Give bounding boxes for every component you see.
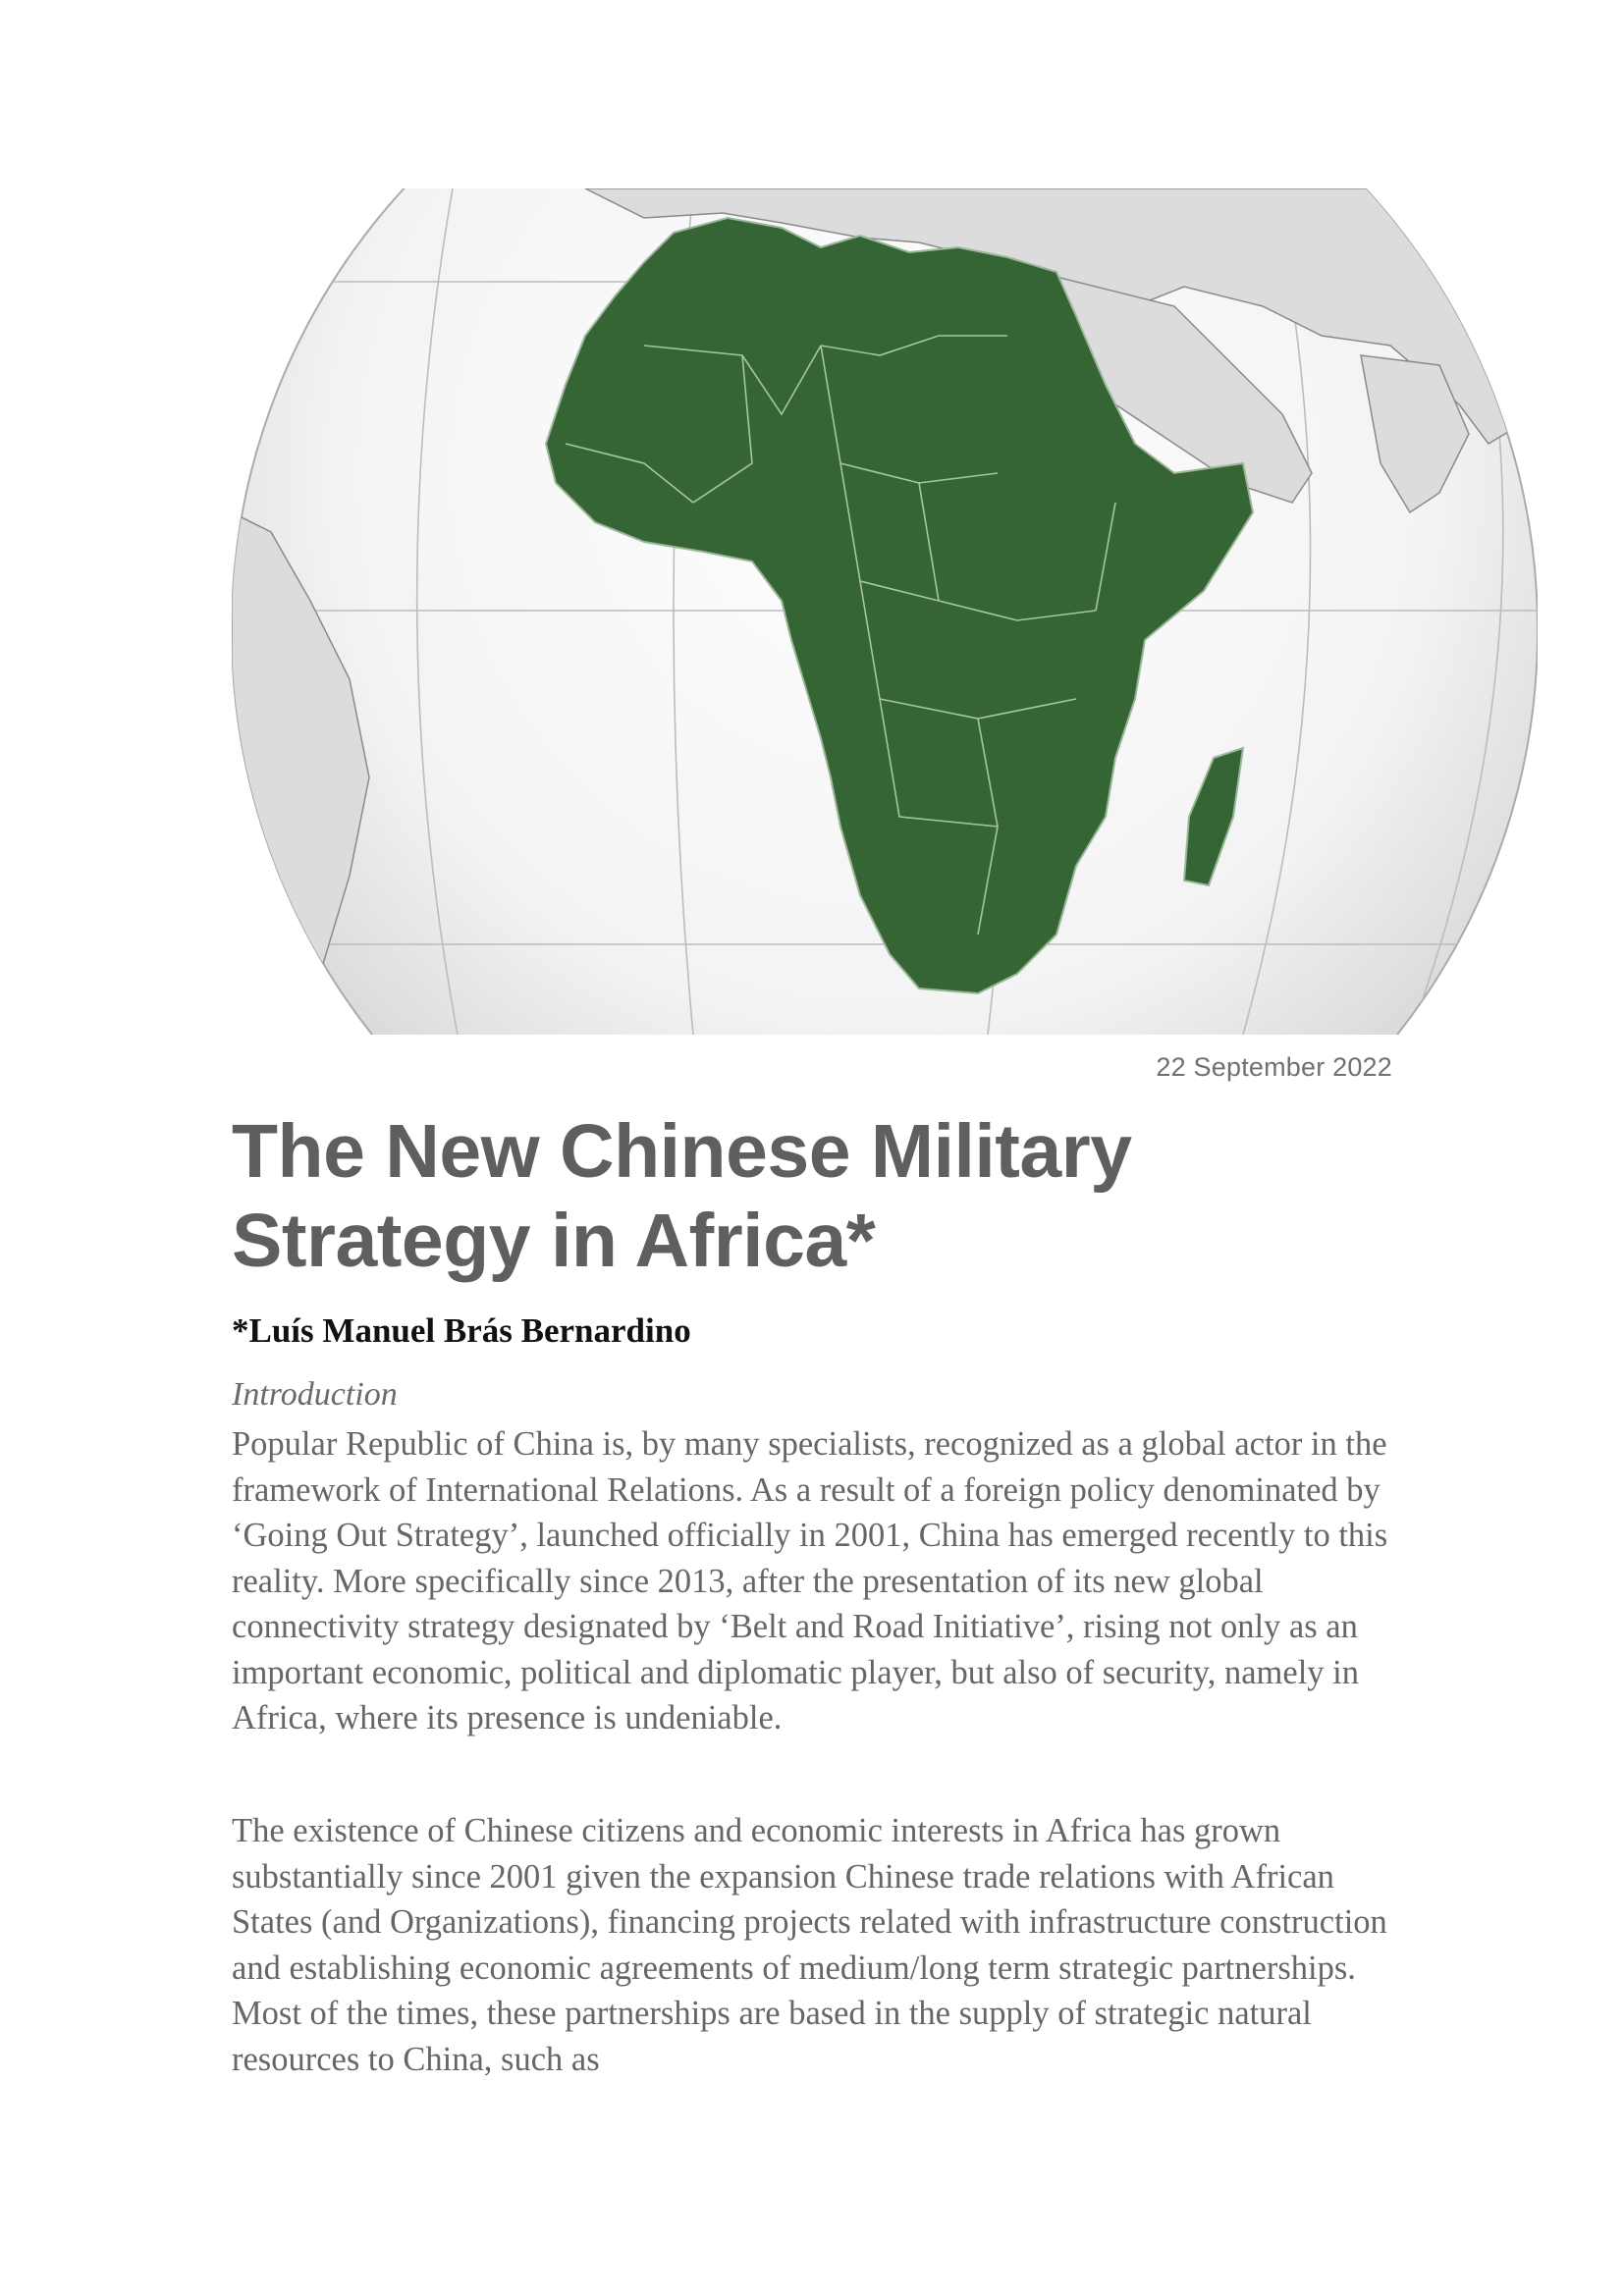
body-paragraph: The existence of Chinese citizens and economic interests in Africa has grown substantially since 2001 given the expansion Chinese trade relations with African States (and Organizations), financing projects related with infrastructure construction and establishing economic agreements of medium/long term strategic partnerships. Most of the times, these partnerships are based in the supply of strategic natural resources to China, such as <box>232 1812 1387 2078</box>
africa-globe-image <box>232 188 1538 1035</box>
section-heading-introduction: Introduction <box>232 1376 398 1413</box>
globe-map-svg <box>232 188 1538 1035</box>
article-author: *Luís Manuel Brás Bernardino <box>232 1311 691 1350</box>
article-title: The New Chinese Military Strategy in Africa* <box>232 1109 1132 1283</box>
publication-date: 22 September 2022 <box>1156 1052 1392 1082</box>
body-paragraph: Popular Republic of China is, by many specialists, recognized as a global actor in the framework of International Relations. As a result of a foreign policy denominated by ‘Going Out Strategy’, launched officially in 2001, China has emerged recently to this reality. More specifically since 2013, after the presentation of its new global connectivity strategy designated by ‘Belt and Road Initiative’, rising not only as an important economic, political and diplomatic player, but also of security, namely in Africa, where its presence is undeniable. <box>232 1425 1388 1736</box>
